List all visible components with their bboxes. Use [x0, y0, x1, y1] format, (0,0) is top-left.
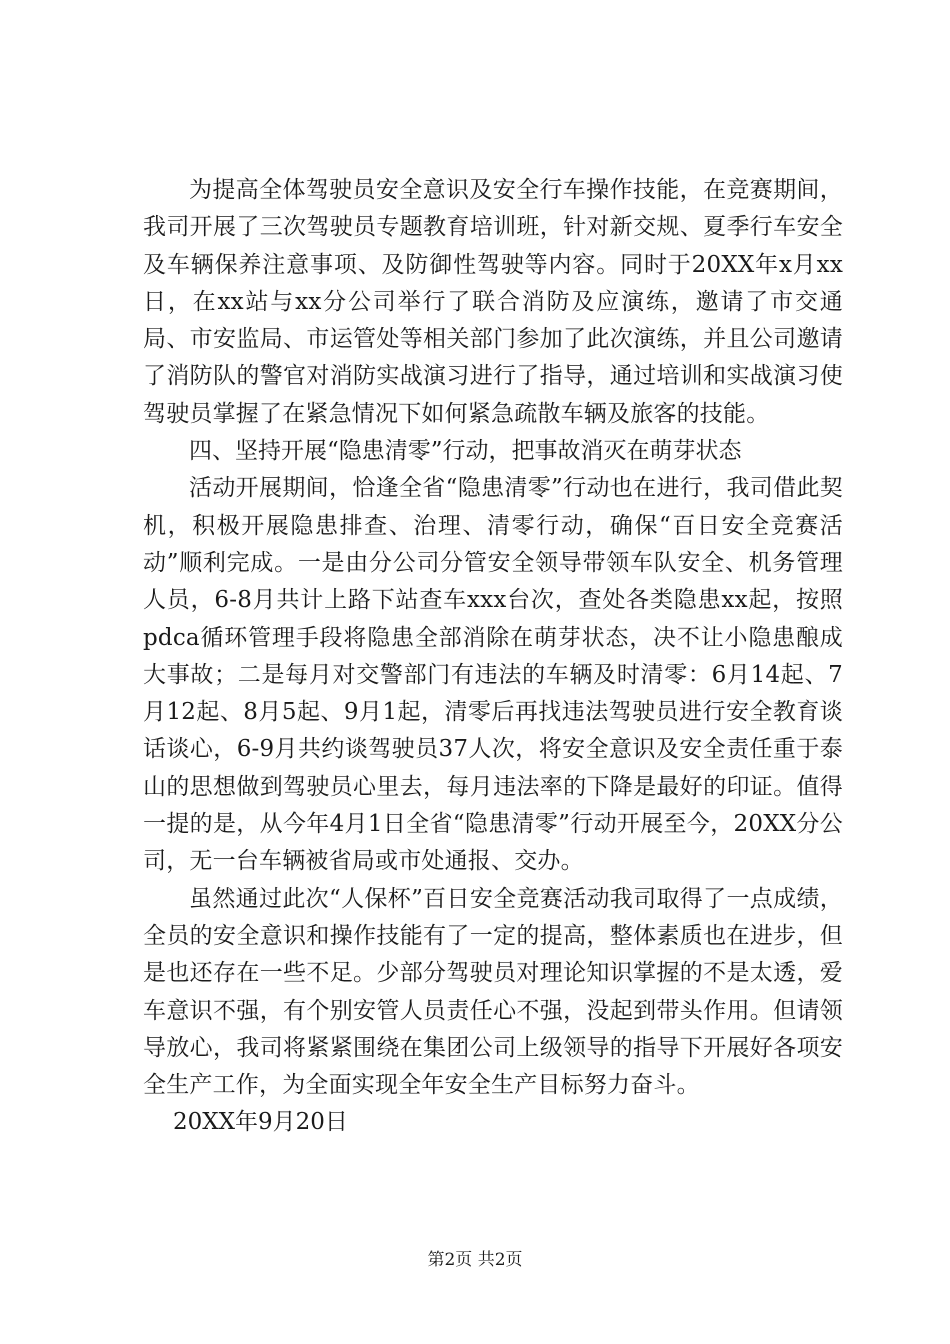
paragraph-hazard-clearing: 活动开展期间，恰逢全省“隐患清零”行动也在进行，我司借此契机，积极开展隐患排查、治理、清零行动，确保“百日安全竞赛活动”顺利完成。一是由分公司分管安全领导带领车队安全、机务管理人员，6-8月共计上路下站查车xxx台次，查处各类隐患xx起，按照pdca循环管理手段将隐患全部消除在萌芽状态，决不让小隐患酿成大事故；二是每月对交警部门有违法的车辆及时清零：6月14起、7月12起、8月5起、9月1起，清零后再找违法驾驶员进行安全教育谈话谈心，6-9月共约谈驾驶员37人次，将安全意识及安全责任重于泰山的思想做到驾驶员心里去，每月违法率的下降是最好的印证。值得一提的是，从今年4月1日全省“隐患清零”行动开展至今，20XX分公司，无一台车辆被省局或市处通报、交办。: [143, 475, 843, 875]
section-heading: 四、坚持开展“隐患清零”行动，把事故消灭在萌芽状态: [189, 438, 742, 465]
paragraph-conclusion: 虽然通过此次“人保杯”百日安全竞赛活动我司取得了一点成绩，全员的安全意识和操作技能有了一定的提高，整体素质也在进步，但是也还存在一些不足。少部分驾驶员对理论知识掌握的不是太透，爱车意识不强，有个别安管人员责任心不强，没起到带头作用。但请领导放心，我司将紧紧围绕在集团公司上级领导的指导下开展好各项安全生产工作，为全面实现全年安全生产目标努力奋斗。: [143, 885, 843, 1099]
page-footer: 第2页 共2页: [427, 1250, 523, 1270]
document-date: 20XX年9月20日: [173, 1109, 348, 1136]
paragraph-training: 为提高全体驾驶员安全意识及安全行车操作技能，在竞赛期间，我司开展了三次驾驶员专题教育培训班，针对新交规、夏季行车安全及车辆保养注意事项、及防御性驾驶等内容。同时于20XX年x月xx日，在xx站与xx分公司举行了联合消防及应演练，邀请了市交通局、市安监局、市运管处等相关部门参加了此次演练，并且公司邀请了消防队的警官对消防实战演习进行了指导，通过培训和实战演习使驾驶员掌握了在紧急情况下如何紧急疏散车辆及旅客的技能。: [143, 177, 844, 427]
document-body: [143, 172, 843, 1142]
